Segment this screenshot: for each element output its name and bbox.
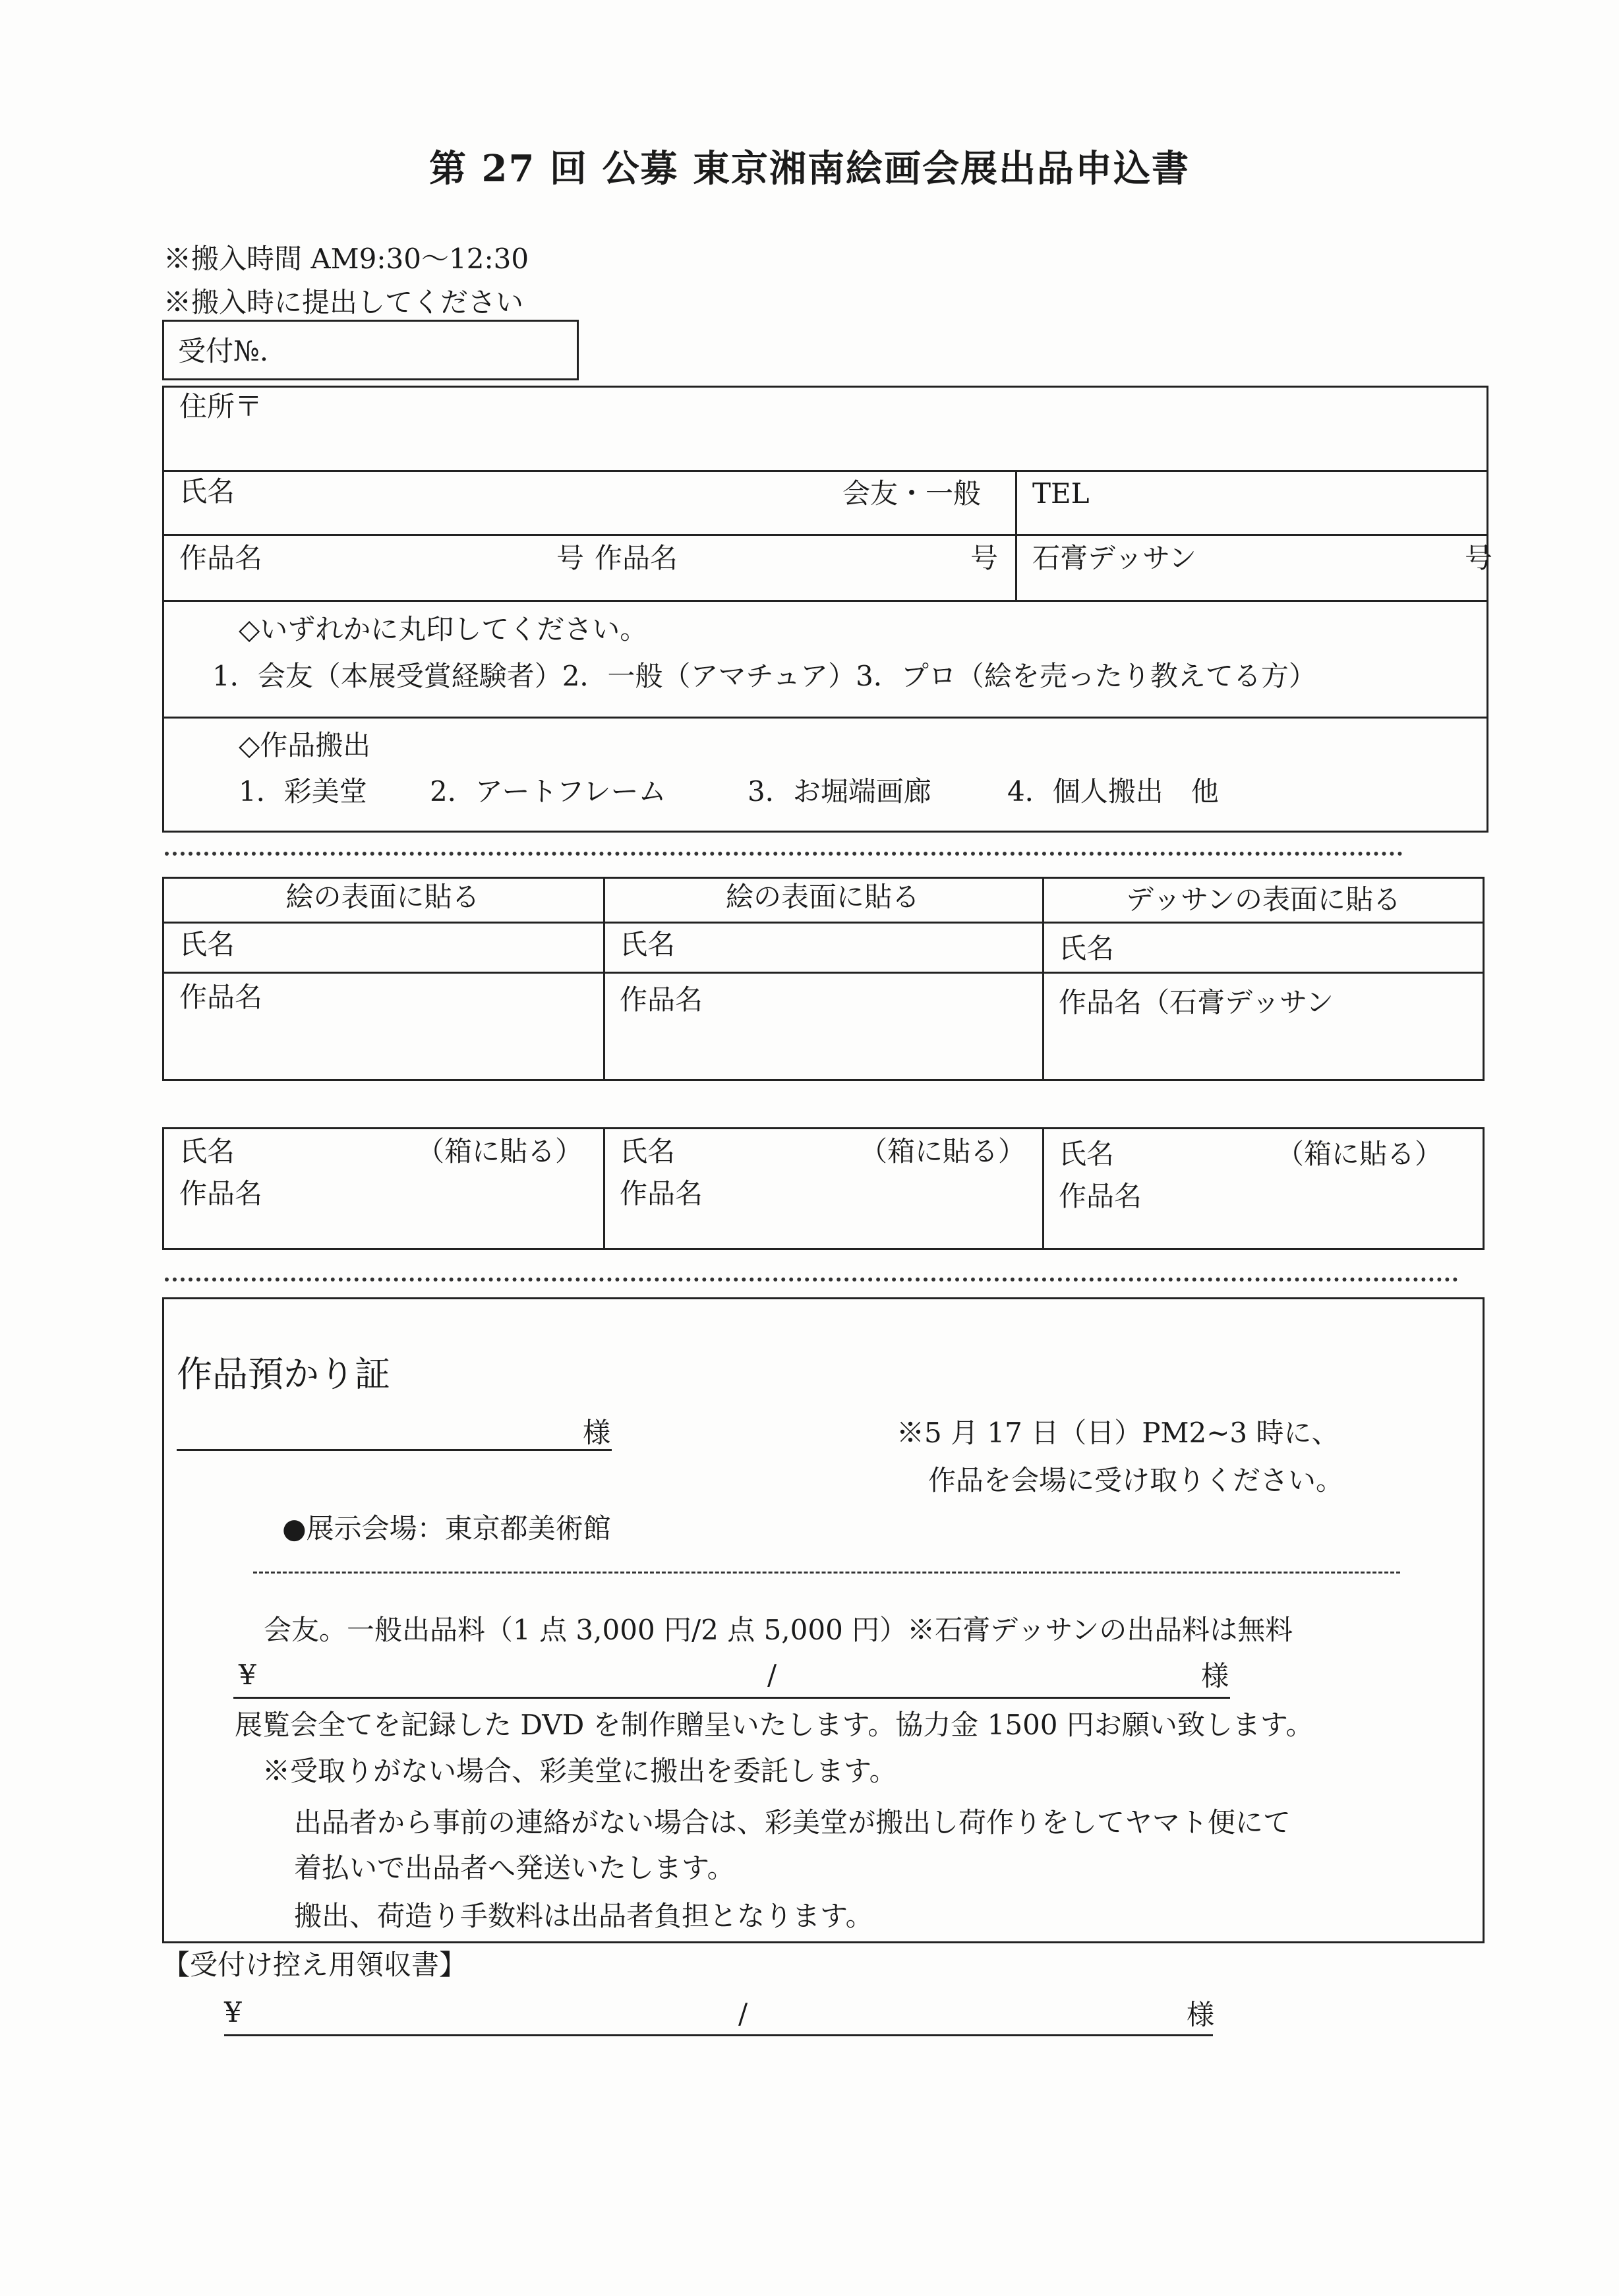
tel-field[interactable]: [1018, 472, 1483, 533]
yen-sign: ¥: [239, 1659, 256, 1691]
col3-work-label: 作品名（石膏デッサン: [1059, 986, 1334, 1018]
detail-line-3: 搬出、荷造り手数料は出品者負担となります。: [294, 1900, 873, 1932]
tel-label: TEL: [1032, 477, 1090, 510]
detail-line-2: 着払いで出品者へ発送いたします。: [294, 1852, 735, 1884]
venue: ●展示会場：東京都美術館: [282, 1512, 611, 1545]
circle-instruction: ◇いずれかに丸印してください。: [239, 613, 648, 645]
member-general-label: 会友・一般: [842, 477, 982, 510]
carryout-option-3[interactable]: 3．お堀端画廊: [748, 775, 931, 808]
box3-name-label: 氏名: [1059, 1138, 1115, 1170]
receipt-yen: ¥: [224, 1996, 242, 2028]
work1-label: 作品名: [179, 542, 263, 574]
recipient-line[interactable]: [177, 1449, 612, 1451]
slash: /: [767, 1659, 777, 1691]
delivery-time-note: ※搬入時間 AM9:30〜12:30: [163, 243, 529, 275]
work2-field[interactable]: [584, 537, 1013, 600]
box2-name-label: 氏名: [620, 1135, 676, 1167]
plaster-unit: 号: [1465, 542, 1493, 574]
box3-work-label: 作品名: [1059, 1180, 1142, 1212]
sama-label: 様: [583, 1417, 611, 1449]
work2-unit: 号: [970, 542, 999, 574]
col3-name-label: 氏名: [1059, 932, 1115, 964]
sama-label-2: 様: [1201, 1660, 1229, 1692]
carryout-option-1[interactable]: 1．彩美堂: [239, 775, 367, 808]
address-field[interactable]: [165, 396, 1483, 468]
col1-work-label: 作品名: [179, 981, 263, 1013]
pickup-note-1: ※5 月 17 日（日）PM2~3 時に、: [897, 1417, 1339, 1449]
category-options[interactable]: 1．会友（本展受賞経験者）2．一般（アマチュア）3．プロ（絵を売ったり教えてる方）: [212, 660, 1316, 692]
work1-unit: 号: [556, 542, 585, 574]
no-pickup-note: ※受取りがない場合、彩美堂に搬出を委託します。: [262, 1755, 897, 1787]
dashed-separator: [253, 1572, 1400, 1574]
pickup-note-2: 作品を会場に受け取りください。: [928, 1464, 1344, 1496]
receipt-slash: /: [738, 1997, 748, 2030]
carryout-option-2[interactable]: 2．アートフレーム: [430, 775, 666, 808]
box2-stick-label: （箱に貼る）: [860, 1135, 1026, 1167]
work1-field[interactable]: [165, 537, 580, 600]
carryout-option-4[interactable]: 4．個人搬出 他: [1007, 775, 1219, 808]
address-label: 住所〒: [179, 390, 263, 423]
cut-line: [165, 852, 1403, 856]
col2-name-label: 氏名: [620, 928, 676, 960]
col1-header: 絵の表面に貼る: [285, 881, 480, 913]
receipt-sama: 様: [1187, 1999, 1215, 2031]
box1-name-label: 氏名: [179, 1135, 235, 1167]
cut-line: [165, 1278, 1458, 1281]
carryout-heading: ◇作品搬出: [239, 729, 371, 761]
box2-work-label: 作品名: [620, 1177, 703, 1210]
plaster-label: 石膏デッサン: [1032, 542, 1197, 574]
fee-note: 会友。一般出品料（1 点 3,000 円/2 点 5,000 円）※石膏デッサンの出品料は無料: [264, 1614, 1293, 1646]
col3-header: デッサンの表面に貼る: [1125, 883, 1401, 916]
col1-name-label: 氏名: [179, 928, 235, 960]
receipt-amount-line[interactable]: [224, 2034, 1213, 2036]
work2-label: 作品名: [595, 542, 678, 574]
box1-work-label: 作品名: [179, 1177, 263, 1210]
dvd-note: 展覧会全てを記録した DVD を制作贈呈いたします。協力金 1500 円お願い致します。: [235, 1709, 1314, 1741]
col2-header: 絵の表面に貼る: [725, 881, 920, 913]
detail-line-1: 出品者から事前の連絡がない場合は、彩美堂が搬出し荷作りをしてヤマト便にて: [294, 1806, 1291, 1839]
fee-amount-line[interactable]: [233, 1697, 1230, 1699]
submit-note: ※搬入時に提出してください: [163, 286, 524, 318]
plaster-field[interactable]: [1018, 537, 1483, 600]
col2-work-label: 作品名: [620, 984, 703, 1016]
certificate-title: 作品預かり証: [177, 1353, 390, 1395]
receipt-heading: 【受付け控え用領収書】: [162, 1949, 467, 1981]
page-title: 第 27 回 公募 東京湘南絵画会展出品申込書: [429, 147, 1190, 191]
receipt-number-label: 受付№.: [178, 335, 269, 367]
box1-stick-label: （箱に貼る）: [417, 1135, 583, 1167]
name-label: 氏名: [179, 475, 235, 508]
box3-stick-label: （箱に貼る）: [1276, 1138, 1443, 1170]
